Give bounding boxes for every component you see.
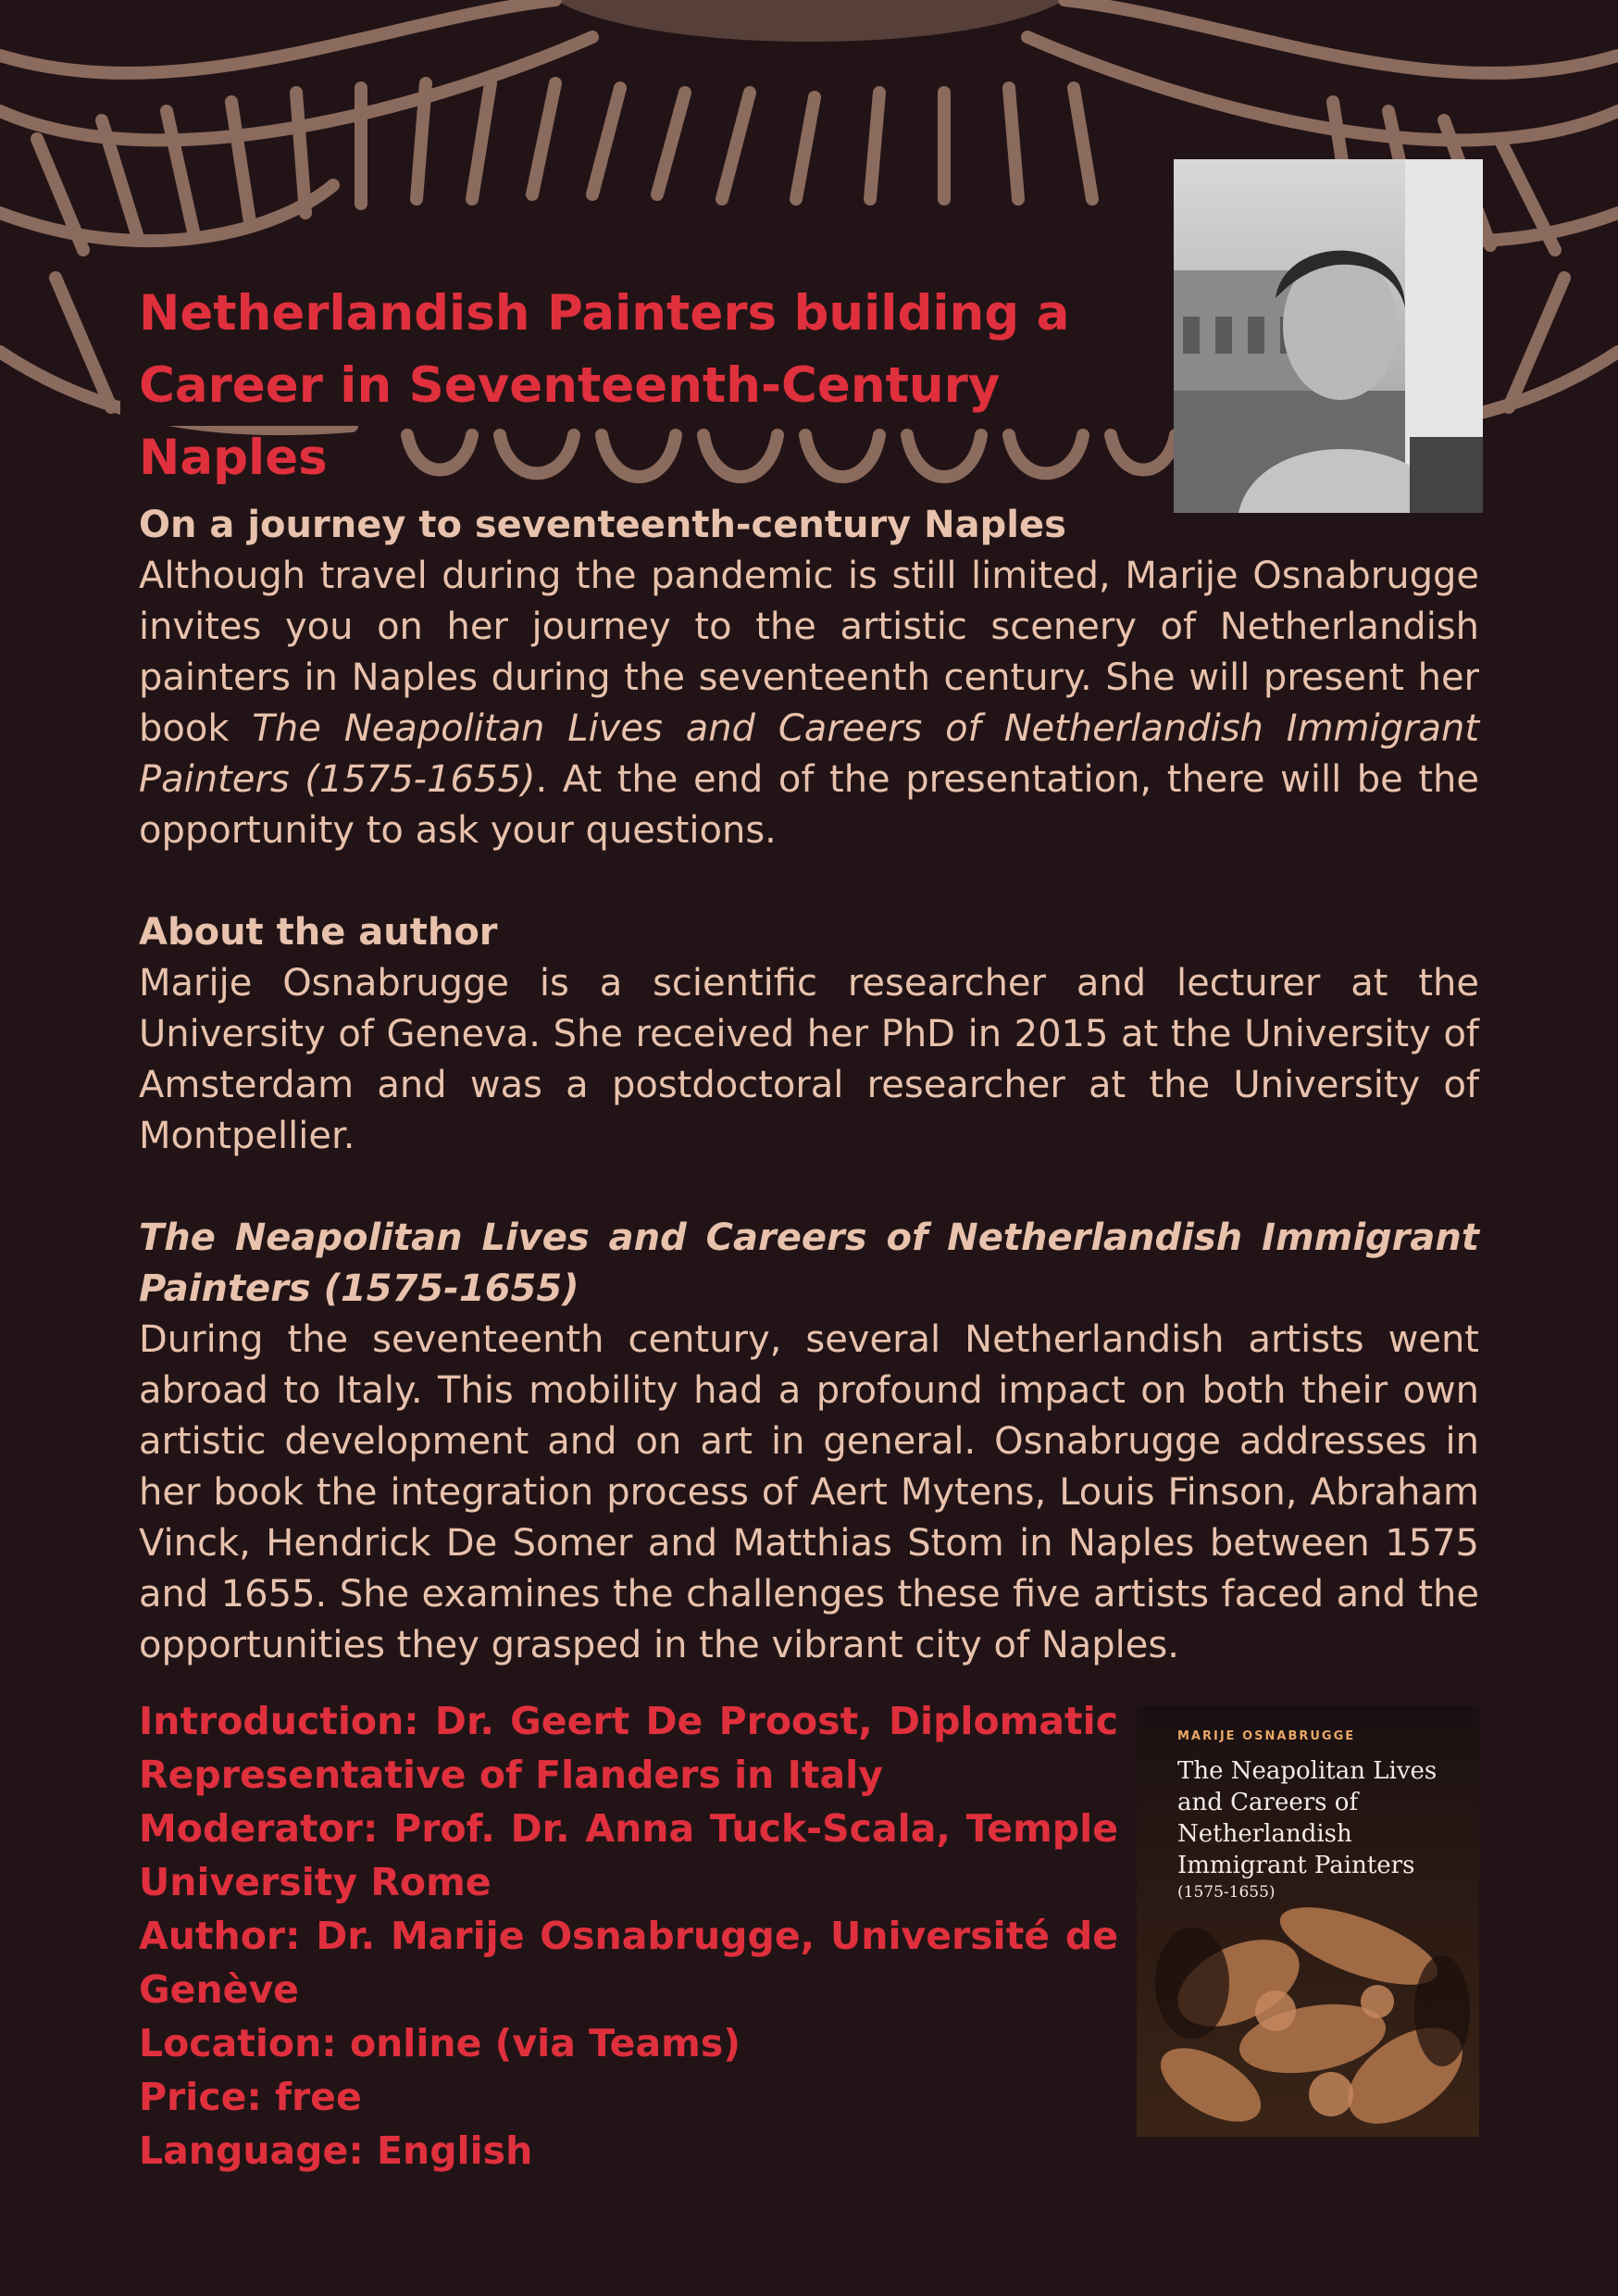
page-title — [139, 278, 1157, 494]
introduction-line: Introduction: Dr. Geert De Proost, Diplomatic Representative of Flanders in Italy — [139, 1699, 1118, 1797]
journey-text: Although travel during the pandemic is still limited, Marije Osnabrugge invites you on her journey to the artistic scenery of Netherlandish painters in Naples during the seventeenth century. She will present her book The Neapolitan Lives and Careers of Netherlandish Immigrant Painters (1575-1655). At the end of the presentation, there will be the opportunity to ask your questions. — [139, 555, 1480, 852]
book-heading: The Neapolitan Lives and Careers of Netherlandish Immigrant Painters (1575-1655) — [139, 1217, 1479, 1310]
title-line-2: Career in Seventeenth-Century Naples — [139, 357, 1001, 486]
author-line: Author: Dr. Marije Osnabrugge, Université de Genève — [139, 1914, 1118, 2012]
journey-heading: On a journey to seventeenth-century Naples — [139, 504, 1066, 546]
moderator-line: Moderator: Prof. Dr. Anna Tuck-Scala, Temple University Rome — [139, 1806, 1118, 1904]
main-content — [139, 500, 1479, 1671]
book-cover — [1137, 1705, 1479, 2137]
book-title-inline: The Neapolitan Lives and Careers of Netherlandish Immigrant Painters (1575-1655) — [139, 707, 1480, 801]
author-text: Marije Osnabrugge is a scientific researcher and lecturer at the University of Geneva. She received her PhD in 2015 at the University of Amsterdam and was a postdoctoral researcher at the University of Montpellier. — [139, 962, 1479, 1157]
title-line-1: Netherlandish Painters building a — [139, 285, 1070, 342]
cover-title: The Neapolitan Lives and Careers of Netherlandish Immigrant Painters — [1177, 1757, 1438, 1879]
language-line: Language: English — [139, 2128, 533, 2173]
price-line: Price: free — [139, 2075, 362, 2119]
cover-years: (1575-1655) — [1177, 1883, 1276, 1902]
event-info — [139, 1694, 1118, 2177]
location-line: Location: online (via Teams) — [139, 2021, 741, 2065]
cover-author: MARIJE OSNABRUGGE — [1177, 1729, 1356, 1743]
book-text: During the seventeenth century, several Netherlandish artists went abroad to Italy. This mobility had a profound impact on both their own artistic development and on art in general. Osnabrugge addresses in her book the integration process of Aert Mytens, Louis Finson, Abraham Vinck, Hendrick De Somer and Matthias Stom in Naples between 1575 and 1655. She examines the challenges these five artists faced and the opportunities they grasped in the vibrant city of Naples. — [139, 1318, 1479, 1666]
author-portrait — [1174, 159, 1483, 513]
author-heading: About the author — [139, 911, 498, 954]
